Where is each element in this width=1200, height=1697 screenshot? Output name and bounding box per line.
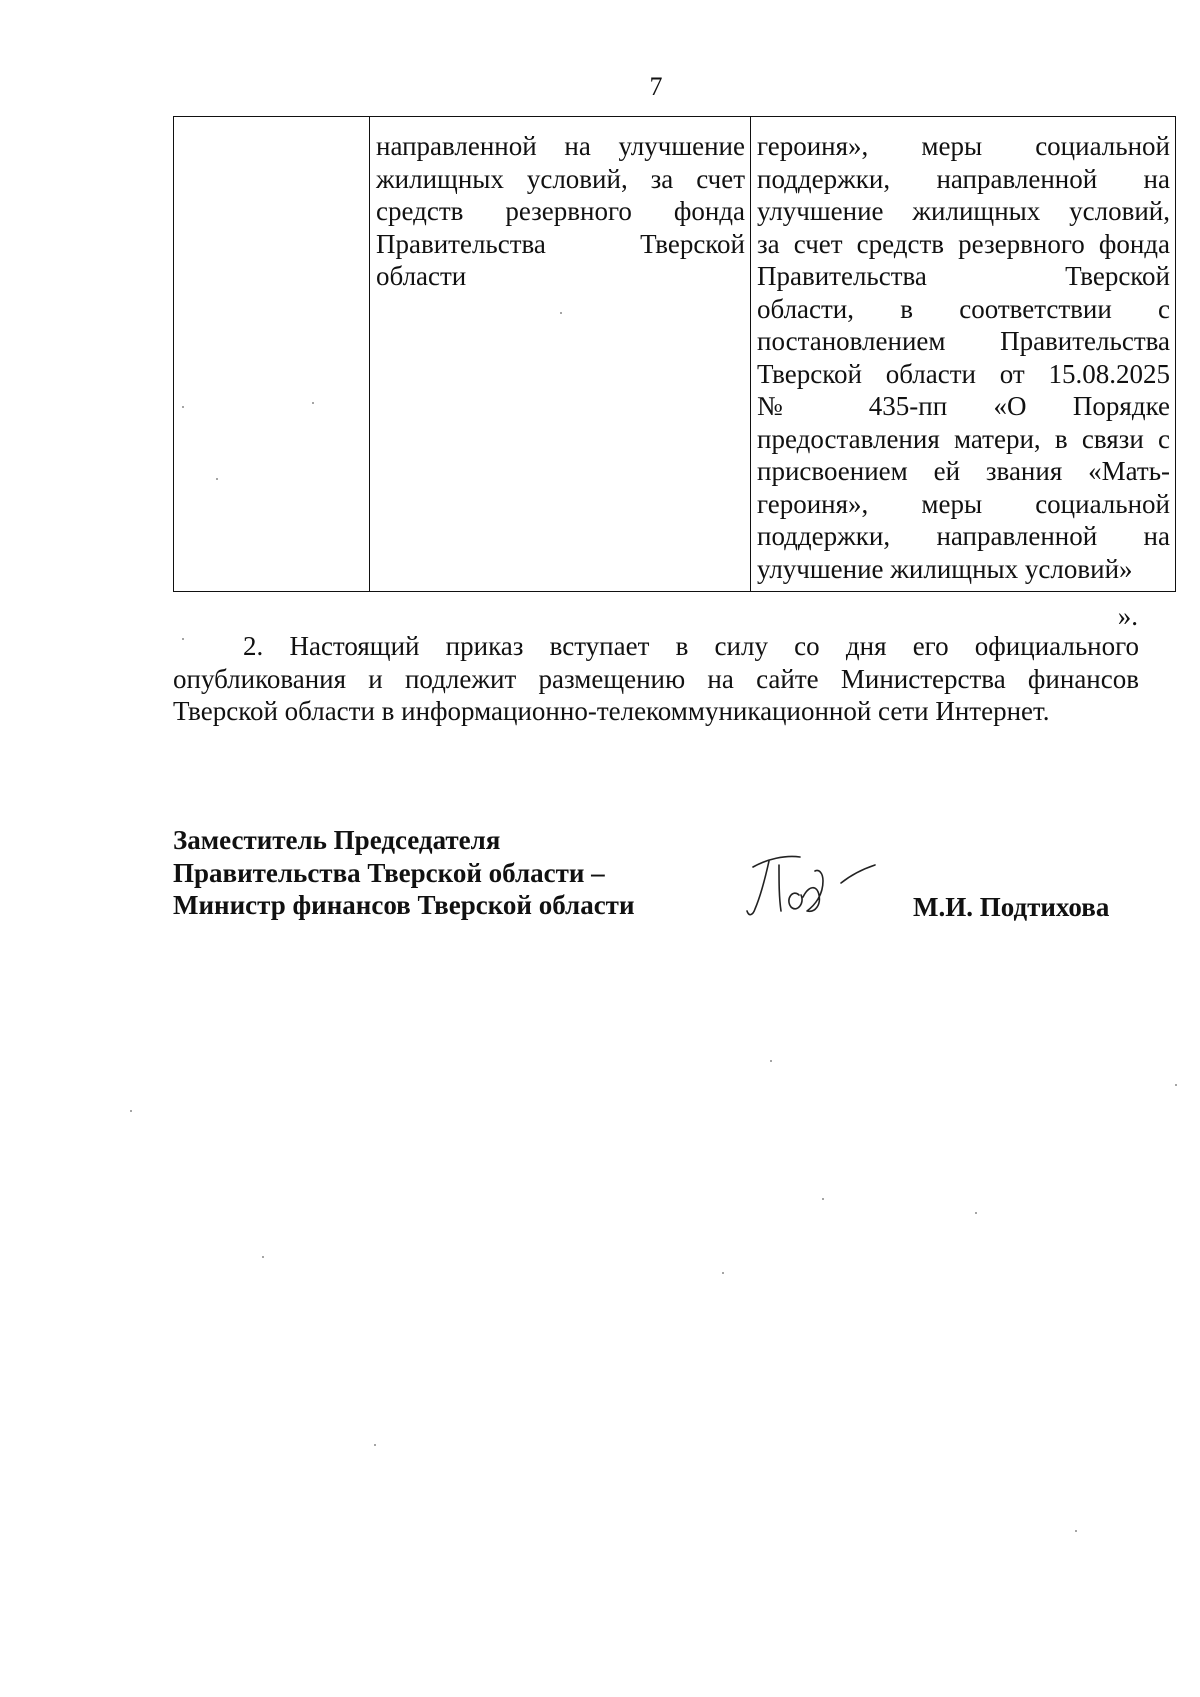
- scan-speck: [312, 402, 314, 404]
- cell-text-line: Тверской области от 15.08.2025: [757, 358, 1170, 389]
- scan-speck: [262, 1256, 264, 1258]
- paragraph-line: Тверской области в информационно-телекоммуникационной сети Интернет.: [173, 696, 1050, 726]
- handwritten-signature-icon: [745, 845, 885, 925]
- cell-text-line: улучшение жилищных условий»: [757, 553, 1133, 584]
- scan-speck: [374, 1444, 376, 1446]
- scan-speck: [770, 1060, 772, 1062]
- signer-name: М.И. Подтихова: [913, 892, 1110, 922]
- cell-text-line: Правительства Тверской: [376, 228, 745, 259]
- signer-position: [173, 824, 635, 922]
- closing-quote: ».: [1117, 601, 1138, 631]
- cell-text-line: области: [376, 261, 467, 291]
- scan-speck: [182, 638, 184, 640]
- paragraph-line: 2. Настоящий приказ вступает в силу со дня его официального: [243, 631, 1139, 661]
- cell-text-line: направленной на улучшение: [376, 131, 745, 161]
- scan-speck: [130, 1110, 132, 1112]
- cell-text-line: поддержки, направленной на: [757, 521, 1170, 551]
- paragraph-effective-date: [173, 630, 1139, 728]
- scan-speck: [560, 312, 562, 314]
- scan-speck: [1075, 1530, 1077, 1532]
- scan-speck: [975, 1212, 977, 1214]
- cell-text-line: жилищных условий, за счет: [376, 163, 745, 194]
- table-cell-basis: [751, 117, 1176, 592]
- cell-text-line: героиня», меры социальной: [757, 488, 1170, 519]
- table-row: [174, 117, 1176, 592]
- scan-speck: [182, 406, 184, 408]
- cell-text-line: предоставления матери, в связи с: [757, 423, 1170, 454]
- cell-text-line: за счет средств резервного фонда: [757, 228, 1170, 259]
- cell-text-line: постановлением Правительства: [757, 326, 1170, 356]
- scan-speck: [722, 1272, 724, 1274]
- signer-position-line: Министр финансов Тверской области: [173, 890, 635, 920]
- signer-position-line: Заместитель Председателя: [173, 825, 501, 855]
- scan-speck: [822, 1198, 824, 1200]
- cell-text-line: № 435-пп «О Порядке: [757, 391, 1170, 421]
- signer-position-line: Правительства Тверской области –: [173, 857, 605, 888]
- cell-text-line: поддержки, направленной на: [757, 163, 1170, 194]
- paragraph-line: опубликования и подлежит размещению на сайте Министерства финансов: [173, 663, 1139, 694]
- cell-text-line: области, в соответствии с: [757, 293, 1170, 324]
- document-table: [173, 116, 1176, 592]
- scan-speck: [1175, 1084, 1177, 1086]
- cell-text-line: присвоением ей звания «Мать-: [757, 456, 1170, 486]
- cell-text-line: средств резервного фонда: [376, 196, 745, 226]
- cell-text-line: героиня», меры социальной: [757, 131, 1170, 161]
- cell-text-line: улучшение жилищных условий,: [757, 196, 1170, 226]
- scan-speck: [216, 478, 218, 480]
- page-number: 7: [649, 72, 663, 101]
- table-cell-empty: [174, 117, 370, 592]
- cell-text-line: Правительства Тверской: [757, 261, 1170, 291]
- table-cell-description: [370, 117, 751, 592]
